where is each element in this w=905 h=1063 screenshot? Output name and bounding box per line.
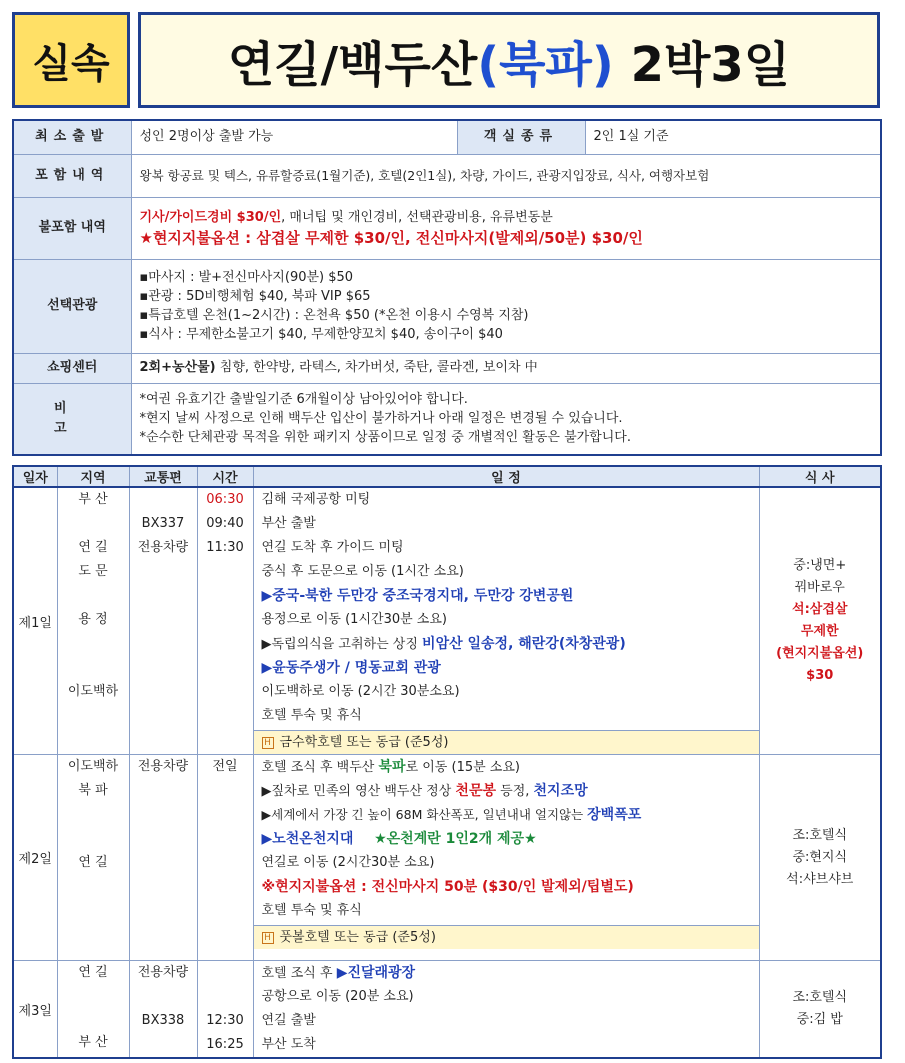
info-row-min-departure — [13, 120, 881, 154]
itinerary-highlight: ▶윤동주생가 / 명동교회 관광 — [261, 660, 441, 676]
itinerary-highlight: ▶진달래광장 — [336, 965, 416, 981]
day-meals — [759, 755, 881, 961]
region: 부 산 — [78, 492, 108, 507]
col-day: 일자 — [13, 466, 57, 487]
itinerary-line: 공항으로 이동 (20분 소요) — [261, 989, 414, 1004]
shopping-value — [131, 353, 881, 383]
page-header — [12, 12, 880, 108]
day-label: 제2일 — [13, 755, 57, 961]
time: 11:30 — [206, 540, 244, 555]
itinerary-text: 호텔 조식 후 — [261, 966, 337, 981]
itinerary-highlight: ★온천계란 1인2개 제공★ — [374, 831, 537, 847]
time: 09:40 — [206, 516, 244, 531]
page-title — [138, 12, 880, 108]
title-suffix: 2박3일 — [630, 36, 791, 93]
info-row-included — [13, 154, 881, 197]
info-row-notes — [13, 383, 881, 455]
optional-item: ▪관광 : 5D비행체험 $40, 북파 VIP $65 — [139, 289, 371, 304]
itinerary-line: 부산 출발 — [261, 516, 316, 531]
transport: BX337 — [141, 516, 185, 531]
day-itinerary — [253, 755, 759, 961]
title-prefix: 연길/백두산 — [227, 36, 478, 93]
room-value: 2인 1실 기준 — [585, 120, 881, 154]
note-item: *여권 유효기간 출발일기준 6개월이상 남아있어야 합니다. — [139, 392, 468, 408]
day-row-1 — [13, 487, 881, 755]
region — [58, 512, 129, 536]
region: 연 길 — [78, 540, 108, 555]
day-row-2 — [13, 755, 881, 961]
meal: 조:호텔식 — [792, 827, 848, 843]
time: 16:25 — [206, 1037, 244, 1052]
itinerary-highlight: 비암산 일송정, 해란강(차창관광) — [422, 636, 626, 652]
day-times — [197, 961, 253, 1059]
time: 12:30 — [206, 1013, 244, 1028]
day-meals — [759, 961, 881, 1059]
col-transport: 교통편 — [129, 466, 197, 487]
day-regions — [57, 487, 129, 755]
info-row-optional — [13, 259, 881, 353]
itinerary-line: 중식 후 도문으로 이동 (1시간 소요) — [261, 564, 464, 579]
transport — [130, 985, 197, 1009]
min-departure-label: 최소출발 — [13, 120, 131, 154]
transport: 전용차량 — [137, 540, 189, 555]
itinerary-line — [254, 961, 759, 985]
meal: 꿔바로우 — [794, 580, 845, 595]
itinerary-text: 호텔 조식 후 백두산 — [261, 760, 379, 775]
included-label: 포함내역 — [13, 154, 131, 197]
day-transport — [129, 961, 197, 1059]
itinerary-line: 연길 도착 후 가이드 미팅 — [261, 540, 404, 555]
excluded-rest: , 매너팁 및 개인경비, 선택관광비용, 유류변동분 — [281, 210, 553, 225]
hotel-line — [254, 730, 759, 754]
itinerary-line: 부산 도착 — [261, 1037, 316, 1052]
itinerary-line: 호텔 투숙 및 휴식 — [261, 708, 362, 723]
meal: 석:삼겹살 — [792, 602, 848, 617]
time: 전일 — [212, 759, 238, 774]
title-highlight: (북파) — [477, 36, 614, 93]
col-time: 시간 — [197, 466, 253, 487]
itinerary-line — [254, 803, 759, 827]
itinerary-line: 이도백하로 이동 (2시간 30분소요) — [261, 684, 460, 699]
excluded-local-options: ★현지지불옵션 : 삼겹살 무제한 $30/인, 전신마사지(발제외/50분) $30/인 — [139, 229, 643, 247]
room-label: 객실종류 — [457, 120, 585, 154]
itinerary-text: ▶짚차로 민족의 영산 백두산 정상 — [261, 784, 456, 799]
itinerary-text: 등정, — [496, 784, 534, 799]
region: 이도백하 — [67, 684, 119, 699]
day-times — [197, 487, 253, 755]
itinerary-line: 연길 출발 — [261, 1013, 316, 1028]
time — [198, 961, 253, 985]
excluded-value — [131, 197, 881, 259]
itinerary-text: 로 이동 (15분 소요) — [405, 760, 520, 775]
region: 연 길 — [78, 855, 108, 870]
itinerary-line — [254, 632, 759, 656]
region — [58, 632, 129, 656]
min-departure-value: 성인 2명이상 출발 가능 — [131, 120, 457, 154]
meal: 무제한 — [800, 624, 839, 639]
optional-label: 선택관광 — [13, 259, 131, 353]
itinerary-highlight: 북파 — [378, 759, 406, 775]
info-row-shopping — [13, 353, 881, 383]
itinerary-line — [254, 755, 759, 779]
day-label: 제3일 — [13, 961, 57, 1059]
col-region: 지역 — [57, 466, 129, 487]
hotel-icon: H — [262, 737, 274, 749]
itinerary-highlight: ▶노천온천지대 — [261, 831, 354, 847]
meal: 중:냉면+ — [793, 558, 847, 573]
optional-item: ▪마사지 : 발+전신마사지(90분) $50 — [139, 270, 354, 285]
region — [58, 656, 129, 680]
region — [58, 985, 129, 1031]
excluded-guide-fee: 기사/가이드경비 $30/인 — [139, 210, 282, 225]
shopping-label: 쇼핑센터 — [13, 353, 131, 383]
itinerary-line: 연길로 이동 (2시간30분 소요) — [261, 855, 435, 870]
meal: 조:호텔식 — [792, 990, 848, 1005]
shopping-items: 침향, 한약방, 라텍스, 차가버섯, 죽탄, 콜라겐, 보이차 中 — [215, 360, 538, 375]
region: 북 파 — [78, 783, 108, 798]
day-regions — [57, 961, 129, 1059]
itinerary-highlight: ※현지지불옵션 : 전신마사지 50분 ($30/인 발제외/팁별도) — [261, 879, 634, 895]
notes-label: 비 고 — [13, 383, 131, 455]
meal: 중:현지식 — [792, 849, 848, 865]
hotel-name: 풋볼호텔 또는 동급 (준5성) — [279, 930, 436, 945]
itinerary-line: 용정으로 이동 (1시간30분 소요) — [261, 612, 447, 627]
region: 부 산 — [78, 1035, 108, 1050]
itinerary-highlight: 천문봉 — [455, 783, 496, 799]
note-item: *현지 날씨 사정으로 인해 백두산 입산이 불가하거나 아래 일정은 변경될 수 있습니다. — [139, 411, 623, 427]
optional-item: ▪식사 : 무제한소불고기 $40, 무제한양꼬치 $40, 송이구이 $40 — [139, 327, 503, 342]
day-meals — [759, 487, 881, 755]
meal: 중:김 밥 — [796, 1012, 843, 1027]
day-times — [197, 755, 253, 961]
day-itinerary — [253, 961, 759, 1059]
day-row-3 — [13, 961, 881, 1059]
itinerary-line: 호텔 투숙 및 휴식 — [261, 903, 362, 918]
col-itinerary: 일 정 — [253, 466, 759, 487]
value-badge: 실속 — [12, 12, 130, 108]
itinerary-highlight: ▶중국-북한 두만강 중조국경지대, 두만강 강변공원 — [261, 588, 574, 604]
itinerary-line — [254, 779, 759, 803]
itinerary-highlight: 장백폭포 — [587, 807, 642, 823]
excluded-label: 불포함 내역 — [13, 197, 131, 259]
region — [58, 584, 129, 608]
hotel-line — [254, 925, 759, 949]
info-row-excluded — [13, 197, 881, 259]
included-value: 왕복 항공료 및 텍스, 유류할증료(1월기준), 호텔(2인1실), 차량, 가이드, 관광지입장료, 식사, 여행자보험 — [131, 154, 881, 197]
notes-list — [131, 383, 881, 455]
day-itinerary — [253, 487, 759, 755]
meal: (현지지불옵션) — [776, 646, 864, 661]
col-meal: 식 사 — [759, 466, 881, 487]
optional-item: ▪특급호텔 온천(1~2시간) : 온천욕 $50 (*온천 이용시 수영복 지참) — [139, 308, 529, 323]
time: 06:30 — [206, 492, 244, 507]
region: 연 길 — [78, 965, 108, 980]
time — [198, 985, 253, 1009]
shopping-count: 2회+농산물) — [139, 360, 216, 375]
info-table — [12, 119, 882, 456]
itinerary-text: ▶독립의식을 고취하는 상징 — [261, 637, 423, 652]
region — [58, 827, 129, 851]
optional-list — [131, 259, 881, 353]
itinerary-text: ▶세계에서 가장 긴 높이 68M 화산폭포, 일년내내 얼지않는 — [261, 807, 588, 822]
transport: BX338 — [141, 1013, 185, 1028]
schedule-table — [12, 465, 882, 1059]
region — [58, 803, 129, 827]
meal: $30 — [806, 668, 834, 683]
itinerary-line — [254, 827, 759, 851]
transport — [130, 488, 197, 512]
day-transport — [129, 487, 197, 755]
transport: 전용차량 — [137, 965, 189, 980]
day-transport — [129, 755, 197, 961]
region: 용 정 — [78, 612, 108, 627]
region: 도 문 — [78, 564, 108, 579]
note-item: *순수한 단체관광 목적을 위한 패키지 상품이므로 일정 중 개별적인 활동은 불가합니다. — [139, 430, 631, 446]
meal: 석:샤브샤브 — [786, 871, 854, 887]
day-label: 제1일 — [13, 487, 57, 755]
itinerary-highlight: 천지조망 — [533, 783, 588, 799]
hotel-icon: H — [262, 932, 274, 944]
hotel-name: 금수학호텔 또는 동급 (준5성) — [279, 735, 449, 750]
region: 이도백하 — [67, 759, 119, 774]
transport: 전용차량 — [137, 759, 189, 774]
day-regions — [57, 755, 129, 961]
itinerary-line: 김해 국제공항 미팅 — [261, 492, 371, 507]
